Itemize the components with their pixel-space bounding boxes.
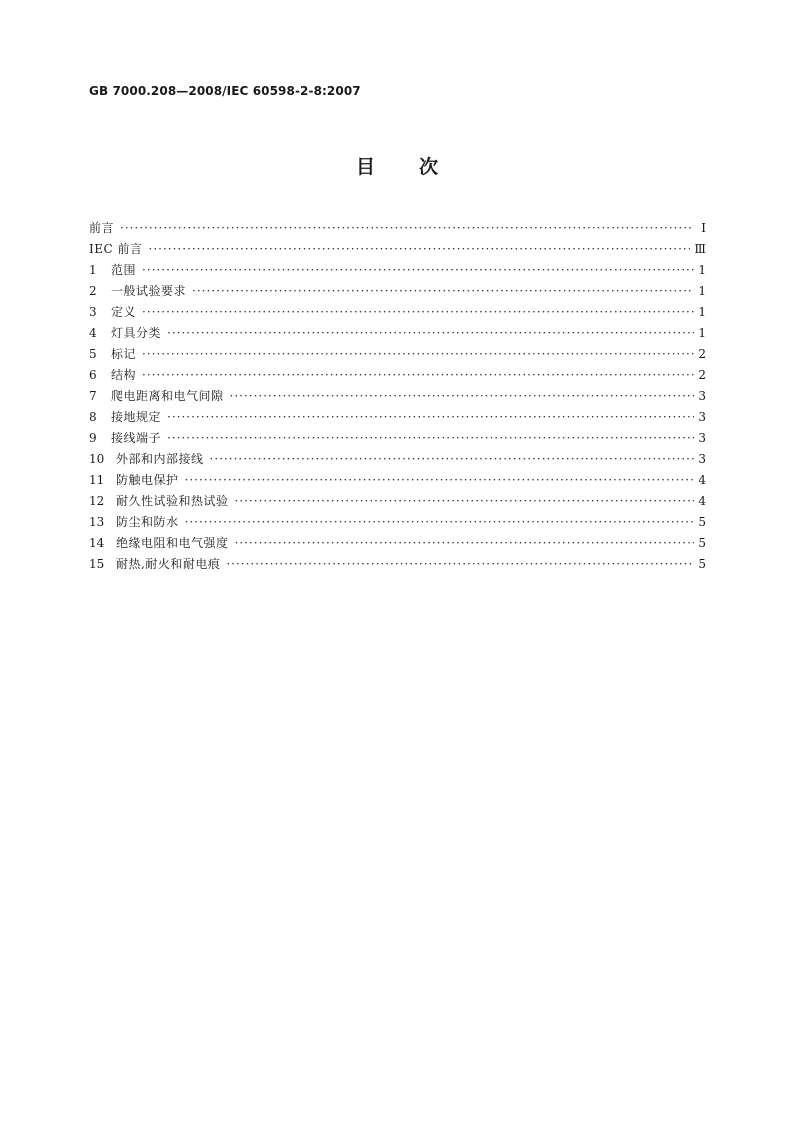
toc-entry-page: 3 xyxy=(698,389,706,403)
toc-dot-leader xyxy=(149,239,691,260)
toc-entry-page: 1 xyxy=(698,263,706,277)
toc-entry-label: 定义 xyxy=(111,305,137,319)
toc-entry-number: 4 xyxy=(89,326,97,340)
toc-entry-label: 一般试验要求 xyxy=(111,284,187,298)
toc-entry-label: 前言 xyxy=(89,221,115,235)
toc-dot-leader xyxy=(142,365,694,386)
toc-entry-label: 爬电距离和电气间隙 xyxy=(111,389,224,403)
toc-entry-page: 1 xyxy=(698,305,706,319)
toc-dot-leader xyxy=(120,218,694,239)
toc-entry-number: 9 xyxy=(89,431,97,445)
toc-entry-number: 6 xyxy=(89,368,97,382)
toc-entry-number: 2 xyxy=(89,284,97,298)
toc-dot-leader xyxy=(230,386,694,407)
toc-entry-page: 2 xyxy=(698,347,706,361)
toc-entry-label: 防触电保护 xyxy=(116,473,179,487)
toc-dot-leader xyxy=(167,428,694,449)
toc-entry-page: 5 xyxy=(698,557,706,571)
toc-entry[interactable] xyxy=(89,365,706,386)
toc-entry[interactable] xyxy=(89,386,706,407)
toc-dot-leader xyxy=(167,407,694,428)
toc-entry-number: 5 xyxy=(89,347,97,361)
toc-entry-page: 2 xyxy=(698,368,706,382)
toc-entry-label: 范围 xyxy=(111,263,137,277)
toc-entry[interactable] xyxy=(89,470,706,491)
toc-entry-number: 3 xyxy=(89,305,97,319)
toc-dot-leader xyxy=(185,512,694,533)
standard-number-header: GB 7000.208—2008/IEC 60598-2-8:2007 xyxy=(89,84,361,98)
toc-entry-label: 接线端子 xyxy=(111,431,162,445)
toc-dot-leader xyxy=(142,302,694,323)
toc-entry[interactable] xyxy=(89,344,706,365)
toc-entry-page: 4 xyxy=(698,473,706,487)
page-title: 目次 xyxy=(355,156,482,178)
toc-entry-number: 12 xyxy=(89,494,105,508)
toc-entry[interactable] xyxy=(89,218,706,239)
toc-entry-page: 3 xyxy=(698,431,706,445)
toc-entry-label: 绝缘电阻和电气强度 xyxy=(116,536,229,550)
toc-entry-label: 标记 xyxy=(111,347,137,361)
toc-entry[interactable] xyxy=(89,407,706,428)
toc-entry-label: 防尘和防水 xyxy=(116,515,179,529)
toc-entry-number: 15 xyxy=(89,557,105,571)
toc-dot-leader xyxy=(167,323,694,344)
toc-entry[interactable] xyxy=(89,260,706,281)
toc-entry-page: 4 xyxy=(698,494,706,508)
toc-entry-page: 3 xyxy=(698,410,706,424)
toc-entry-page: Ⅰ xyxy=(701,221,706,235)
toc-entry-number: 7 xyxy=(89,389,97,403)
toc-entry-number: 13 xyxy=(89,515,105,529)
toc-entry-number: 8 xyxy=(89,410,97,424)
toc-dot-leader xyxy=(142,260,694,281)
toc-dot-leader xyxy=(142,344,694,365)
toc-dot-leader xyxy=(226,554,694,575)
toc-entry[interactable] xyxy=(89,302,706,323)
toc-entry-number: 1 xyxy=(89,263,97,277)
toc-entry-page: 3 xyxy=(698,452,706,466)
toc-entry-number: 10 xyxy=(89,452,105,466)
toc-entry[interactable] xyxy=(89,428,706,449)
toc-dot-leader xyxy=(235,533,694,554)
toc-entry-label: 耐久性试验和热试验 xyxy=(116,494,229,508)
toc-entry-label: 结构 xyxy=(111,368,137,382)
toc-dot-leader xyxy=(235,491,694,512)
toc-entry[interactable] xyxy=(89,239,706,260)
toc-entry[interactable] xyxy=(89,533,706,554)
toc-entry[interactable] xyxy=(89,449,706,470)
toc-entry-page: 1 xyxy=(698,326,706,340)
toc-entry-label: 耐热,耐火和耐电痕 xyxy=(116,557,221,571)
toc-entry[interactable] xyxy=(89,554,706,575)
table-of-contents xyxy=(89,218,706,575)
toc-entry-page: 5 xyxy=(698,515,706,529)
toc-entry-page: Ⅲ xyxy=(694,242,706,256)
toc-entry-label: IEC 前言 xyxy=(89,242,143,256)
toc-entry-label: 灯具分类 xyxy=(111,326,162,340)
toc-entry-page: 5 xyxy=(698,536,706,550)
toc-entry-label: 外部和内部接线 xyxy=(116,452,204,466)
toc-entry[interactable] xyxy=(89,491,706,512)
toc-entry[interactable] xyxy=(89,281,706,302)
toc-entry-number: 14 xyxy=(89,536,105,550)
toc-dot-leader xyxy=(185,470,694,491)
toc-entry-page: 1 xyxy=(698,284,706,298)
toc-entry-number: 11 xyxy=(89,473,105,487)
toc-entry[interactable] xyxy=(89,323,706,344)
toc-entry-label: 接地规定 xyxy=(111,410,162,424)
toc-entry[interactable] xyxy=(89,512,706,533)
toc-dot-leader xyxy=(192,281,694,302)
toc-dot-leader xyxy=(210,449,694,470)
